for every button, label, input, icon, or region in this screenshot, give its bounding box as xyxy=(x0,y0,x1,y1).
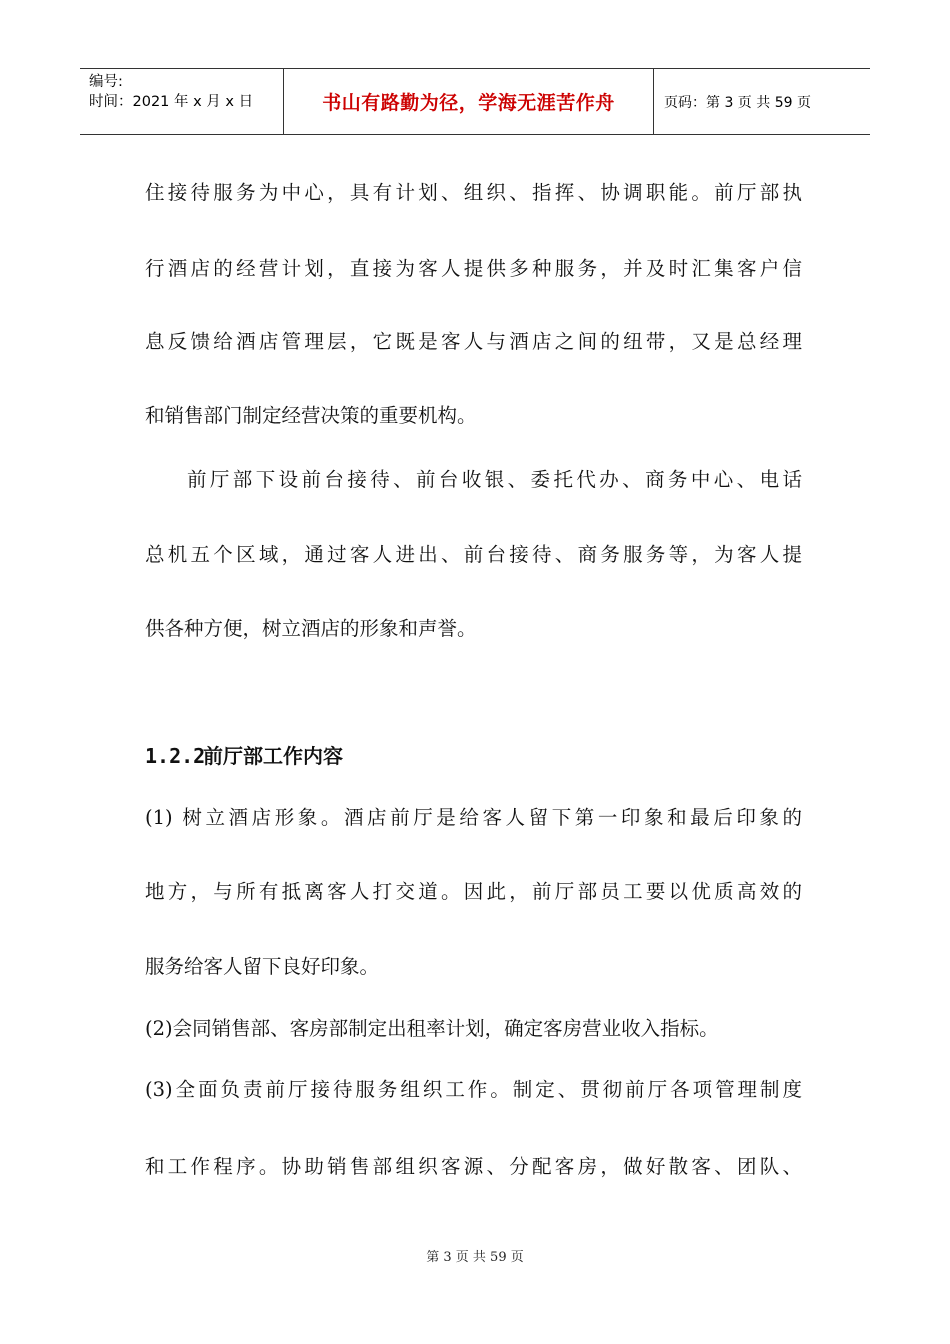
section-title: 前厅部工作内容 xyxy=(203,744,343,768)
header-motto: 书山有路勤为径，学海无涯苦作舟 xyxy=(283,69,654,134)
body-line: 和销售部门制定经营决策的重要机构。 xyxy=(145,404,477,427)
page-header xyxy=(80,68,870,135)
section-number: 1.2.2 xyxy=(145,744,206,768)
header-meta xyxy=(80,69,283,134)
body-line: 住接待服务为中心，具有计划、组织、指挥、协调职能。前厅部执 xyxy=(145,181,802,204)
header-page-info: 页码：第 3 页 共 59 页 xyxy=(664,94,811,111)
section-heading xyxy=(145,740,343,769)
serial-label: 编号: xyxy=(89,74,123,90)
page-footer: 第 3 页 共 59 页 xyxy=(426,1250,524,1265)
body-line: 息反馈给酒店管理层，它既是客人与酒店之间的纽带，又是总经理 xyxy=(145,330,802,353)
body-line: 总机五个区域，通过客人进出、前台接待、商务服务等，为客人提 xyxy=(145,543,802,566)
list-item-line: 服务给客人留下良好印象。 xyxy=(145,955,380,978)
list-item-line: (3)全面负责前厅接待服务组织工作。制定、贯彻前厅各项管理制度 xyxy=(145,1078,802,1101)
list-item-line: (2)会同销售部、客房部制定出租率计划，确定客房营业收入指标。 xyxy=(145,1017,719,1040)
time-label: 时间：2021 年 x 月 x 日 xyxy=(89,94,254,110)
list-item-line: 和工作程序。协助销售部组织客源、分配客房，做好散客、团队、 xyxy=(145,1155,802,1178)
body-line: 供各种方便，树立酒店的形象和声誉。 xyxy=(145,617,477,640)
body-line: 行酒店的经营计划，直接为客人提供多种服务，并及时汇集客户信 xyxy=(145,257,802,280)
list-item-line: (1) 树立酒店形象。酒店前厅是给客人留下第一印象和最后印象的 xyxy=(145,806,802,829)
list-item-line: 地方，与所有抵离客人打交道。因此，前厅部员工要以优质高效的 xyxy=(145,880,802,903)
body-line-indented: 前厅部下设前台接待、前台收银、委托代办、商务中心、电话 xyxy=(187,468,802,491)
